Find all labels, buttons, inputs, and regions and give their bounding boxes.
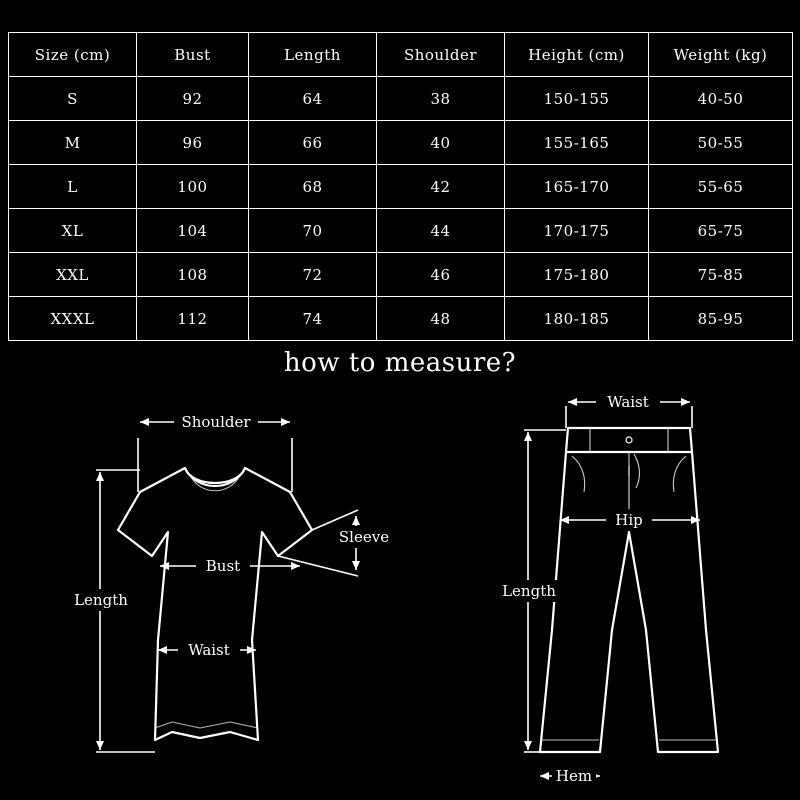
table-cell-shoulder: 42 [377, 165, 505, 209]
table-row [9, 165, 793, 209]
table-cell-shoulder: 40 [377, 121, 505, 165]
size-chart-table [8, 32, 793, 341]
table-cell-weight: 40-50 [649, 77, 793, 121]
table-cell-length: 68 [249, 165, 377, 209]
table-cell-shoulder: 46 [377, 253, 505, 297]
table-cell-bust: 92 [137, 77, 249, 121]
table-cell-bust: 104 [137, 209, 249, 253]
table-cell-length: 64 [249, 77, 377, 121]
shirt-bust-label: Bust [205, 557, 241, 575]
table-cell-height: 155-165 [505, 121, 649, 165]
table-cell-size: XXXL [9, 297, 137, 341]
pants-length-label: Length [502, 582, 556, 600]
shirt-sleeve-label: Sleeve [338, 528, 390, 546]
table-cell-height: 180-185 [505, 297, 649, 341]
table-cell-bust: 96 [137, 121, 249, 165]
table-row [9, 77, 793, 121]
table-cell-weight: 50-55 [649, 121, 793, 165]
table-cell-height: 165-170 [505, 165, 649, 209]
table-cell-shoulder: 38 [377, 77, 505, 121]
table-cell-weight: 75-85 [649, 253, 793, 297]
table-cell-height: 175-180 [505, 253, 649, 297]
t-shirt-measurement-diagram [66, 411, 398, 752]
table-row [9, 209, 793, 253]
table-cell-length: 74 [249, 297, 377, 341]
table-cell-bust: 108 [137, 253, 249, 297]
table-cell-weight: 55-65 [649, 165, 793, 209]
table-cell-height: 170-175 [505, 209, 649, 253]
table-header-cell: Height (cm) [505, 33, 649, 77]
table-cell-size: XXL [9, 253, 137, 297]
table-cell-shoulder: 44 [377, 209, 505, 253]
table-cell-size: M [9, 121, 137, 165]
table-cell-height: 150-155 [505, 77, 649, 121]
table-header-cell: Bust [137, 33, 249, 77]
table-cell-length: 66 [249, 121, 377, 165]
table-cell-shoulder: 48 [377, 297, 505, 341]
table-cell-bust: 112 [137, 297, 249, 341]
table-row [9, 253, 793, 297]
table-header-cell: Size (cm) [9, 33, 137, 77]
table-cell-size: S [9, 77, 137, 121]
table-cell-bust: 100 [137, 165, 249, 209]
table-header-cell: Shoulder [377, 33, 505, 77]
measurement-diagrams [0, 380, 800, 800]
table-row [9, 297, 793, 341]
table-row [9, 121, 793, 165]
table-cell-length: 70 [249, 209, 377, 253]
pants-hip-label: Hip [615, 511, 643, 529]
table-header-row [9, 33, 793, 77]
pants-waist-label: Waist [607, 393, 649, 411]
table-cell-weight: 65-75 [649, 209, 793, 253]
pants-measurement-diagram [494, 391, 718, 787]
pants-hem-label: Hem [555, 767, 593, 785]
how-to-measure-title: how to measure? [283, 348, 517, 378]
table-header-cell: Length [249, 33, 377, 77]
shirt-length-label: Length [74, 591, 128, 609]
table-header-cell: Weight (kg) [649, 33, 793, 77]
table-cell-length: 72 [249, 253, 377, 297]
table-cell-size: XL [9, 209, 137, 253]
table-cell-size: L [9, 165, 137, 209]
shirt-shoulder-label: Shoulder [181, 413, 251, 431]
table-cell-weight: 85-95 [649, 297, 793, 341]
shirt-waist-label: Waist [188, 641, 230, 659]
